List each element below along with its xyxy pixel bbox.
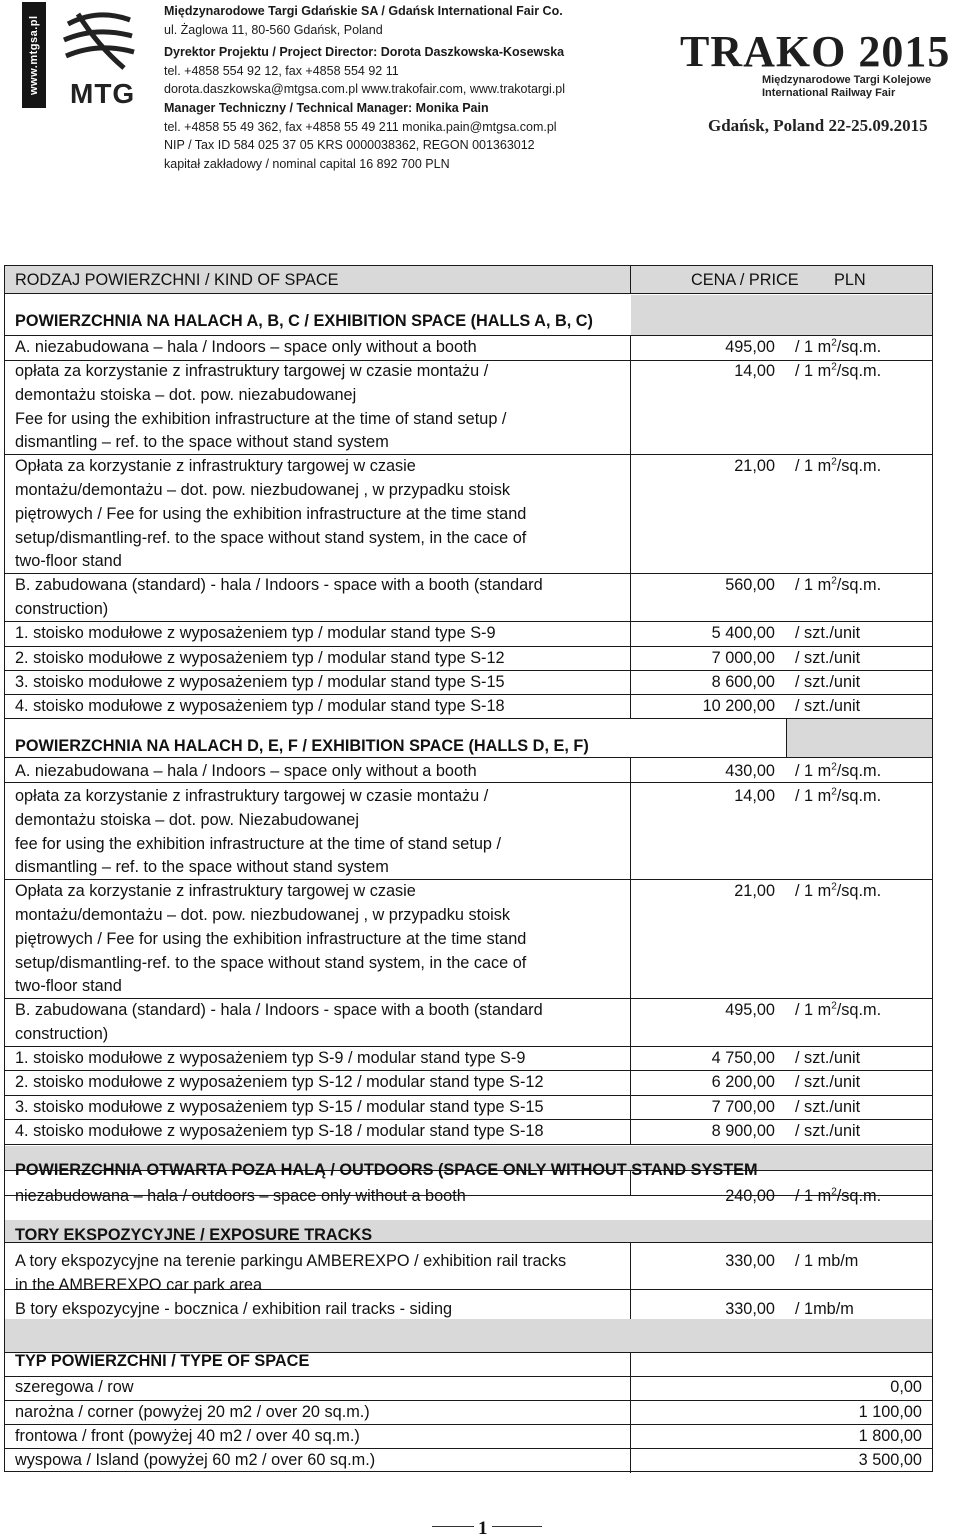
s5-row2-price: 1 100,00: [858, 1403, 922, 1421]
price-table: [4, 265, 933, 1472]
header-kind: RODZAJ POWIERZCHNI / KIND OF SPACE: [15, 271, 339, 289]
s2-r4-line1: B. zabudowana (standard) - hala / Indoors - space with a booth (standard: [15, 1001, 543, 1019]
s2-r3-line2: montażu/demontażu – dot. pow. niezbudowanej , w przypadku stoisk: [15, 906, 511, 924]
s2-r1-unit: / 1 $m^2/sq.m$.: [795, 761, 882, 780]
s1-r2-line1: opłata za korzystanie z infrastruktury targowej w czasie montażu /: [15, 362, 489, 380]
company-name: Międzynarodowe Targi Gdańskie SA / Gdańsk International Fair Co.: [164, 4, 563, 18]
s1-r3-unit: / 1 $m^2/sq.m$.: [795, 456, 882, 475]
s2-mod1-desc: 1. stoisko modułowe z wyposażeniem typ S-9 / modular stand type S-9: [15, 1049, 526, 1067]
s2-r2-line2: demontażu stoiska – dot. pow. Niezabudowanej: [15, 811, 359, 829]
header-currency: PLN: [834, 271, 866, 289]
s1-mod3-price: 8 600,00: [711, 673, 775, 691]
s2-r2-line3: fee for using the exhibition infrastructure at the time of stand setup /: [15, 835, 501, 853]
s2-mod1-price: 4 750,00: [711, 1049, 775, 1067]
s1-r2-line3: Fee for using the exhibition infrastructure at the time of stand setup /: [15, 410, 507, 428]
s1-r4-line2: construction): [15, 600, 109, 618]
s2-r3-line4: setup/dismantling-ref. to the space without stand system, in the cace of: [15, 954, 527, 972]
s4-r1-line1: A tory ekspozycyjne na terenie parkingu AMBEREXPO / exhibition rail tracks: [15, 1252, 567, 1270]
s1-mod4-price: 10 200,00: [702, 697, 775, 715]
s2-mod2-price: 6 200,00: [711, 1073, 775, 1091]
s1-mod4-unit: / szt./unit: [795, 697, 861, 715]
mtg-logo-text: MTG: [70, 78, 136, 109]
s1-r1-unit: / 1 $m^2/sq.m$.: [795, 337, 882, 356]
s5-row4-price: 3 500,00: [858, 1451, 922, 1469]
section1-title: POWIERZCHNIA NA HALACH A, B, C / EXHIBITION SPACE (HALLS A, B, C): [15, 312, 593, 330]
s2-r3-unit: / 1 $m^2/sq.m$.: [795, 881, 882, 900]
s1-r1-price: 495,00: [725, 338, 775, 356]
trako-title: TRAKO 2015: [680, 27, 951, 76]
s2-mod4-price: 8 900,00: [711, 1122, 775, 1140]
trako-city-dates: Gdańsk, Poland 22-25.09.2015: [708, 116, 928, 135]
s5-row1-desc: szeregowa / row: [15, 1378, 134, 1396]
section4-title: TORY EKSPOZYCYJNE / EXPOSURE TRACKS: [15, 1226, 373, 1244]
s4-r2-unit: / 1mb/m: [795, 1300, 854, 1318]
s2-mod4-unit: / szt./unit: [795, 1122, 861, 1140]
trako-logo: [680, 27, 951, 136]
s2-r4-line2: construction): [15, 1025, 109, 1043]
s2-mod2-unit: / szt./unit: [795, 1073, 861, 1091]
company-address: ul. Żaglowa 11, 80-560 Gdańsk, Poland: [164, 22, 383, 37]
s1-r3-line4: setup/dismantling-ref. to the space without stand system, in the cace of: [15, 529, 527, 547]
s5-row3-desc: frontowa / front (powyżej 40 m2 / over 40 sq.m.): [15, 1427, 360, 1445]
s1-r2-unit: / 1 $m^2/sq.m$.: [795, 361, 882, 380]
s2-mod4-desc: 4. stoisko modułowe z wyposażeniem typ S-18 / modular stand type S-18: [15, 1122, 544, 1140]
s2-r2-line4: dismantling – ref. to the space without stand system: [15, 858, 389, 876]
header-price: CENA / PRICE: [691, 271, 799, 289]
s1-mod1-desc: 1. stoisko modułowe z wyposażeniem typ / modular stand type S-9: [15, 624, 496, 642]
nominal-capital: kapitał zakładowy / nominal capital 16 892 700 PLN: [164, 156, 450, 171]
s1-r3-line5: two-floor stand: [15, 552, 122, 570]
section1-price-bg: [631, 295, 932, 335]
s3-r1-desc: niezabudowana – hala / outdoors – space only without a booth: [15, 1187, 466, 1205]
s2-r1-price: 430,00: [725, 762, 775, 780]
s1-r4-line1: B. zabudowana (standard) - hala / Indoors - space with a booth (standard: [15, 576, 543, 594]
s1-r3-line2: montażu/demontażu – dot. pow. niezbudowanej , w przypadku stoisk: [15, 481, 511, 499]
section2-price-bg: [786, 719, 932, 757]
s1-mod1-unit: / szt./unit: [795, 624, 861, 642]
trako-subtitle-en: International Railway Fair: [762, 87, 896, 99]
s1-r4-price: 560,00: [725, 576, 775, 594]
s1-mod2-price: 7 000,00: [711, 649, 775, 667]
s4-r1-unit: / 1 mb/m: [795, 1252, 859, 1270]
page-number: 1: [474, 1518, 492, 1540]
s2-r1-desc: A. niezabudowana – hala / Indoors – space only without a booth: [15, 762, 477, 780]
s1-r3-line1: Opłata za korzystanie z infrastruktury targowej w czasie: [15, 457, 416, 475]
s2-r2-price: 14,00: [734, 787, 775, 805]
s1-r2-line2: demontażu stoiska – dot. pow. niezabudowanej: [15, 386, 357, 404]
s3-r1-price: 240,00: [725, 1187, 775, 1205]
s3-r1-unit: / 1 $m^2/sq.m$.: [795, 1186, 882, 1205]
s2-mod1-unit: / szt./unit: [795, 1049, 861, 1067]
s2-r4-price: 495,00: [725, 1001, 775, 1019]
trako-subtitle-pl: Międzynarodowe Targi Kolejowe: [762, 74, 932, 86]
s5-row2-desc: narożna / corner (powyżej 20 m2 / over 20 sq.m.): [15, 1403, 370, 1421]
project-director: Dyrektor Projektu / Project Director: Dorota Daszkowska-Kosewska: [164, 45, 565, 60]
s2-mod3-desc: 3. stoisko modułowe z wyposażeniem typ S-15 / modular stand type S-15: [15, 1098, 544, 1116]
mtg-emblem-icon: [58, 6, 138, 78]
s2-mod3-price: 7 700,00: [711, 1098, 775, 1116]
s1-r2-line4: dismantling – ref. to the space without stand system: [15, 433, 389, 451]
section5-title-bg: [5, 1319, 932, 1352]
s4-r2-price: 330,00: [725, 1300, 775, 1318]
s1-mod2-unit: / szt./unit: [795, 649, 861, 667]
s1-mod1-price: 5 400,00: [711, 624, 775, 642]
s1-r3-price: 21,00: [734, 457, 775, 475]
s1-mod2-desc: 2. stoisko modułowe z wyposażeniem typ / modular stand type S-12: [15, 649, 505, 667]
s2-r2-line1: opłata za korzystanie z infrastruktury targowej w czasie montażu /: [15, 787, 489, 805]
s4-r2-desc: B tory ekspozycyjne - bocznica / exhibition rail tracks - siding: [15, 1300, 453, 1318]
s1-r2-price: 14,00: [734, 362, 775, 380]
s1-mod3-desc: 3. stoisko modułowe z wyposażeniem typ / modular stand type S-15: [15, 673, 505, 691]
s2-mod3-unit: / szt./unit: [795, 1098, 861, 1116]
s4-r1-price: 330,00: [725, 1252, 775, 1270]
section3-title: POWIERZCHNIA OTWARTA POZA HALĄ / OUTDOORS (SPACE ONLY WITHOUT STAND SYSTEM: [15, 1161, 758, 1179]
director-phone: tel. +4858 554 92 12, fax +4858 554 92 11: [164, 63, 399, 78]
s2-mod2-desc: 2. stoisko modułowe z wyposażeniem typ S-12 / modular stand type S-12: [15, 1073, 544, 1091]
s2-r4-unit: / 1 $m^2/sq.m$.: [795, 1000, 882, 1019]
section5-title: TYP POWIERZCHNI / TYPE OF SPACE: [15, 1352, 310, 1370]
s2-r3-price: 21,00: [734, 882, 775, 900]
s2-r3-line1: Opłata za korzystanie z infrastruktury targowej w czasie: [15, 882, 416, 900]
s2-r3-line3: piętrowych / Fee for using the exhibition infrastructure at the time stand: [15, 930, 527, 948]
s1-r1-desc: A. niezabudowana – hala / Indoors – space only without a booth: [15, 338, 477, 356]
director-email-web[interactable]: dorota.daszkowska@mtgsa.com.pl www.trakofair.com, www.trakotargi.pl: [164, 82, 566, 97]
s2-r2-unit: / 1 $m^2/sq.m$.: [795, 786, 882, 805]
s1-r4-unit: / 1 $m^2/sq.m$.: [795, 575, 882, 594]
s1-mod4-desc: 4. stoisko modułowe z wyposażeniem typ / modular stand type S-18: [15, 697, 505, 715]
s4-r1-line2: in the AMBEREXPO car park area: [15, 1276, 263, 1294]
technical-manager: Manager Techniczny / Technical Manager: Monika Pain: [164, 100, 489, 115]
s2-r3-line5: two-floor stand: [15, 977, 122, 995]
manager-contact[interactable]: tel. +4858 55 49 362, fax +4858 55 49 211 monika.pain@mtgsa.com.pl: [164, 119, 557, 134]
s5-row1-price: 0,00: [890, 1378, 922, 1396]
contact-block: [164, 2, 684, 173]
s5-row3-price: 1 800,00: [858, 1427, 922, 1445]
section2-title: POWIERZCHNIA NA HALACH D, E, F / EXHIBITION SPACE (HALLS D, E, F): [15, 737, 589, 755]
tax-ids: NIP / Tax ID 584 025 37 05 KRS 0000038362, REGON 001363012: [164, 138, 535, 153]
s1-mod3-unit: / szt./unit: [795, 673, 861, 691]
mtg-website-vertical: www.mtgsa.pl: [22, 2, 46, 108]
s1-r3-line3: piętrowych / Fee for using the exhibition infrastructure at the time stand: [15, 505, 527, 523]
s5-row4-desc: wyspowa / Island (powyżej 60 m2 / over 60 sq.m.): [15, 1451, 376, 1469]
